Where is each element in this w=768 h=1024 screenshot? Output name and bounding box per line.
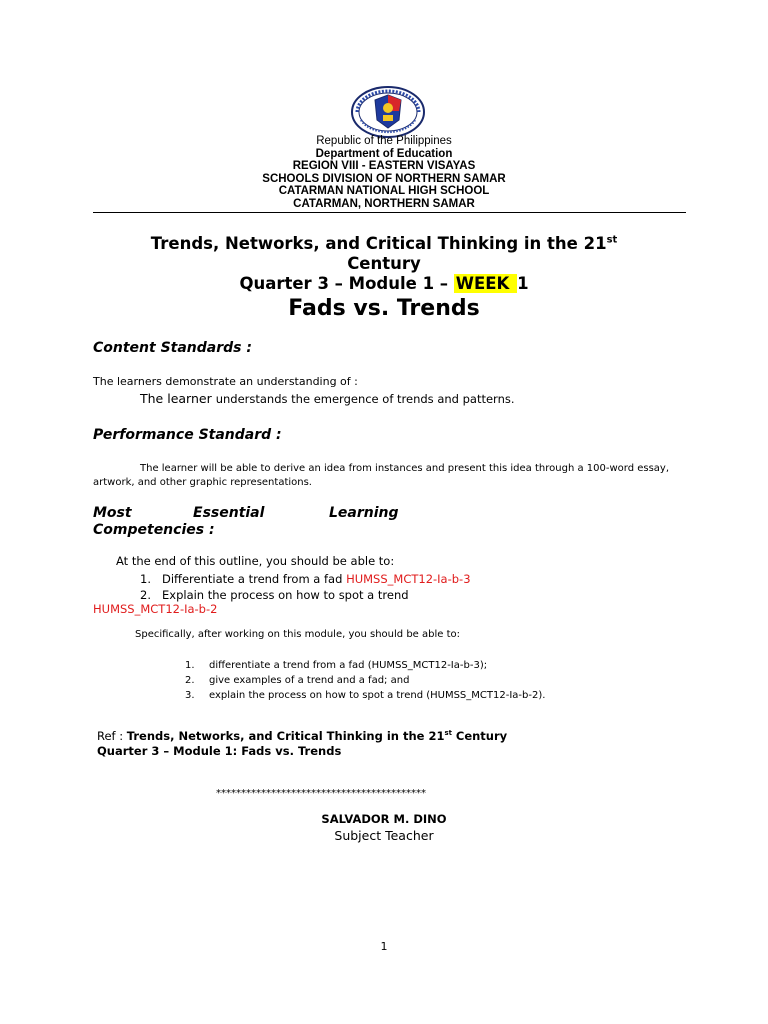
reference-line-1 [97,729,507,743]
module-main-title: Fads vs. Trends [288,296,480,321]
division-line: SCHOOLS DIVISION OF NORTHERN SAMAR [262,172,506,185]
content-standards-detail [140,391,515,406]
specific-item [185,660,487,671]
performance-standard-line1: The learner will be able to derive an idea from instances and present this idea through a 100-word essay, [140,463,670,474]
region-line: REGION VIII - EASTERN VISAYAS [292,160,476,173]
department-line: Department of Education [315,147,453,160]
melc-heading-line2: Competencies : [93,522,215,538]
melc-intro: At the end of this outline, you should be able to: [116,554,395,568]
week-highlight: WEEK [455,274,516,293]
melc-item-2-code: HUMSS_MCT12-Ia-b-2 [93,602,218,616]
reference-line-2: Quarter 3 – Module 1: Fads vs. Trends [97,744,342,758]
specific-item-number: 1. [185,660,195,671]
reference-label: Ref : [97,729,127,743]
content-standards-intro: The learners demonstrate an understanding of : [93,375,358,388]
header-divider [93,212,686,213]
week-number: 1 [517,274,529,293]
star-divider: ****************************************** [216,788,426,799]
reference-title-sup: st [444,729,452,738]
letterhead [0,135,768,211]
specific-item-number: 2. [185,675,195,686]
quarter-module-text: Quarter 3 – Module 1 – [239,274,454,293]
melc-item-1-number: 1. [140,572,151,586]
quarter-module-line [0,274,768,294]
melc-heading-word-2: Essential [193,505,265,521]
specific-item-text: give examples of a trend and a fad; and [209,675,410,686]
reference-title-end: Century [451,729,508,743]
location-line: CATARMAN, NORTHERN SAMAR [293,197,475,210]
teacher-name: SALVADOR M. DINO [321,812,447,826]
specific-item [185,675,409,686]
subject-title-text: Trends, Networks, and Critical Thinking in the 21 [150,234,607,253]
content-standards-detail-a: The learner [140,391,216,406]
specific-item-text: differentiate a trend from a fad (HUMSS_MCT12-Ia-b-3); [209,660,488,671]
melc-item-2 [140,588,409,602]
school-line: CATARMAN NATIONAL HIGH SCHOOL [278,185,490,198]
content-standards-detail-b: understands the emergence of trends and patterns. [215,392,515,406]
performance-standard-line2: artwork, and other graphic representations. [93,477,312,488]
specific-item-number: 3. [185,690,195,701]
specific-item [185,690,545,701]
melc-item-1-text: Differentiate a trend from a fad [162,572,347,586]
melc-item-2-text: Explain the process on how to spot a trend [162,588,409,602]
republic-line: Republic of the Philippines [316,135,452,147]
performance-standard-heading: Performance Standard : [93,427,282,443]
page-number: 1 [380,940,388,953]
melc-item-2-number: 2. [140,588,151,602]
subject-title-line2: Century [347,254,421,273]
specific-item-text: explain the process on how to spot a trend (HUMSS_MCT12-Ia-b-2). [209,690,546,701]
subject-title-sup: st [606,234,618,246]
melc-heading-word-1: Most [93,505,132,521]
melc-item-1 [140,572,471,586]
subject-title [0,234,768,254]
reference-title: Trends, Networks, and Critical Thinking in the 21 [126,729,445,743]
deped-seal-logo [349,86,427,138]
melc-heading-word-3: Learning [329,505,399,521]
melc-item-1-code: HUMSS_MCT12-Ia-b-3 [346,572,471,586]
specific-intro: Specifically, after working on this module, you should be able to: [135,629,460,640]
teacher-role: Subject Teacher [334,828,434,843]
content-standards-heading: Content Standards : [93,340,252,356]
